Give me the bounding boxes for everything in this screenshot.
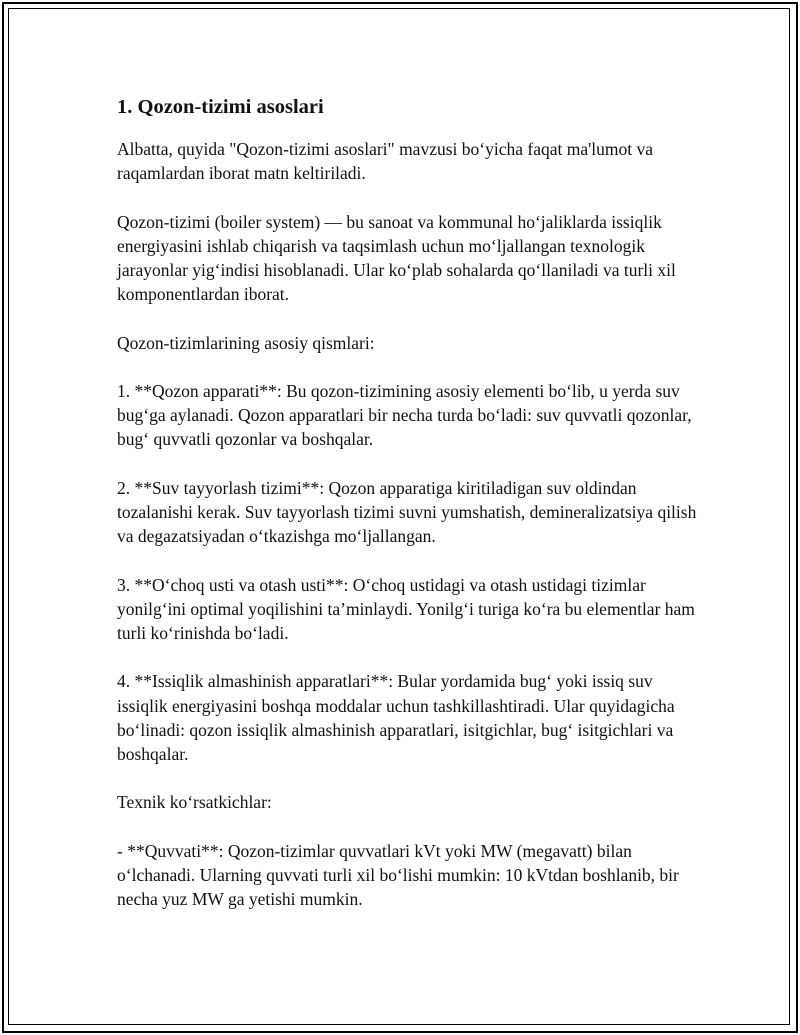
list-item-furnace: 3. **O‘choq usti va otash usti**: O‘choq ustidagi va otash ustidagi tizimlar yonilg‘ini optimal yoqilishini ta’minlaydi. Yonilg‘i turiga ko‘ra bu elementlar ham turli ko‘rinishda bo‘ladi.	[117, 574, 695, 643]
section-heading-specs: Texnik ko‘rsatkichlar:	[117, 792, 272, 813]
intro-paragraph: Albatta, quyida "Qozon-tizimi asoslari" mavzusi bo‘yicha faqat ma'lumot va raqamlardan iborat matn keltiriladi.	[117, 139, 653, 184]
document-title: 1. Qozon-tizimi asoslari	[117, 96, 324, 118]
document-body	[117, 92, 697, 936]
list-item-boiler-apparatus: 1. **Qozon apparati**: Bu qozon-tizimining asosiy elementi bo‘lib, u yerda suv bug‘ga aylanadi. Qozon apparatlari bir necha turda bo‘ladi: suv quvvatli qozonlar, bug‘ quvvatli qozonlar va boshqalar.	[117, 380, 692, 450]
section-heading-parts: Qozon-tizimlarining asosiy qismlari:	[117, 332, 375, 353]
definition-paragraph: Qozon-tizimi (boiler system) — bu sanoat va kommunal ho‘jaliklarda issiqlik energiyasini ishlab chiqarish va taqsimlash uchun mo‘ljallangan texnologik jarayonlar yig‘indisi hisoblanadi. Ular ko‘plab sohalarda qo‘llaniladi va turli xil komponentlardan iborat.	[117, 211, 676, 305]
list-item-water-treatment: 2. **Suv tayyorlash tizimi**: Qozon apparatiga kiritiladigan suv oldindan tozalanishi kerak. Suv tayyorlash tizimi suvni yumshatish, demineralizatsiya qilish va degazatsiyadan o‘tkazishga mo‘ljallangan.	[117, 477, 697, 547]
list-item-capacity: - **Quvvati**: Qozon-tizimlar quvvatlari kVt yoki MW (megavatt) bilan o‘lchanadi. Ularning quvvati turli xil bo‘lishi mumkin: 10 kVtdan boshlanib, bir necha yuz MW ga yetishi mumkin.	[117, 840, 679, 910]
list-item-heat-exchangers: 4. **Issiqlik almashinish apparatlari**: Bular yordamida bug‘ yoki issiq suv issiqlik energiyasini boshqa moddalar uchun tashkillashtiradi. Ular quyidagicha bo‘linadi: qozon issiqlik almashinish apparatlari, isitgichlar, bug‘ isitgichlari va boshqalar.	[117, 671, 675, 764]
